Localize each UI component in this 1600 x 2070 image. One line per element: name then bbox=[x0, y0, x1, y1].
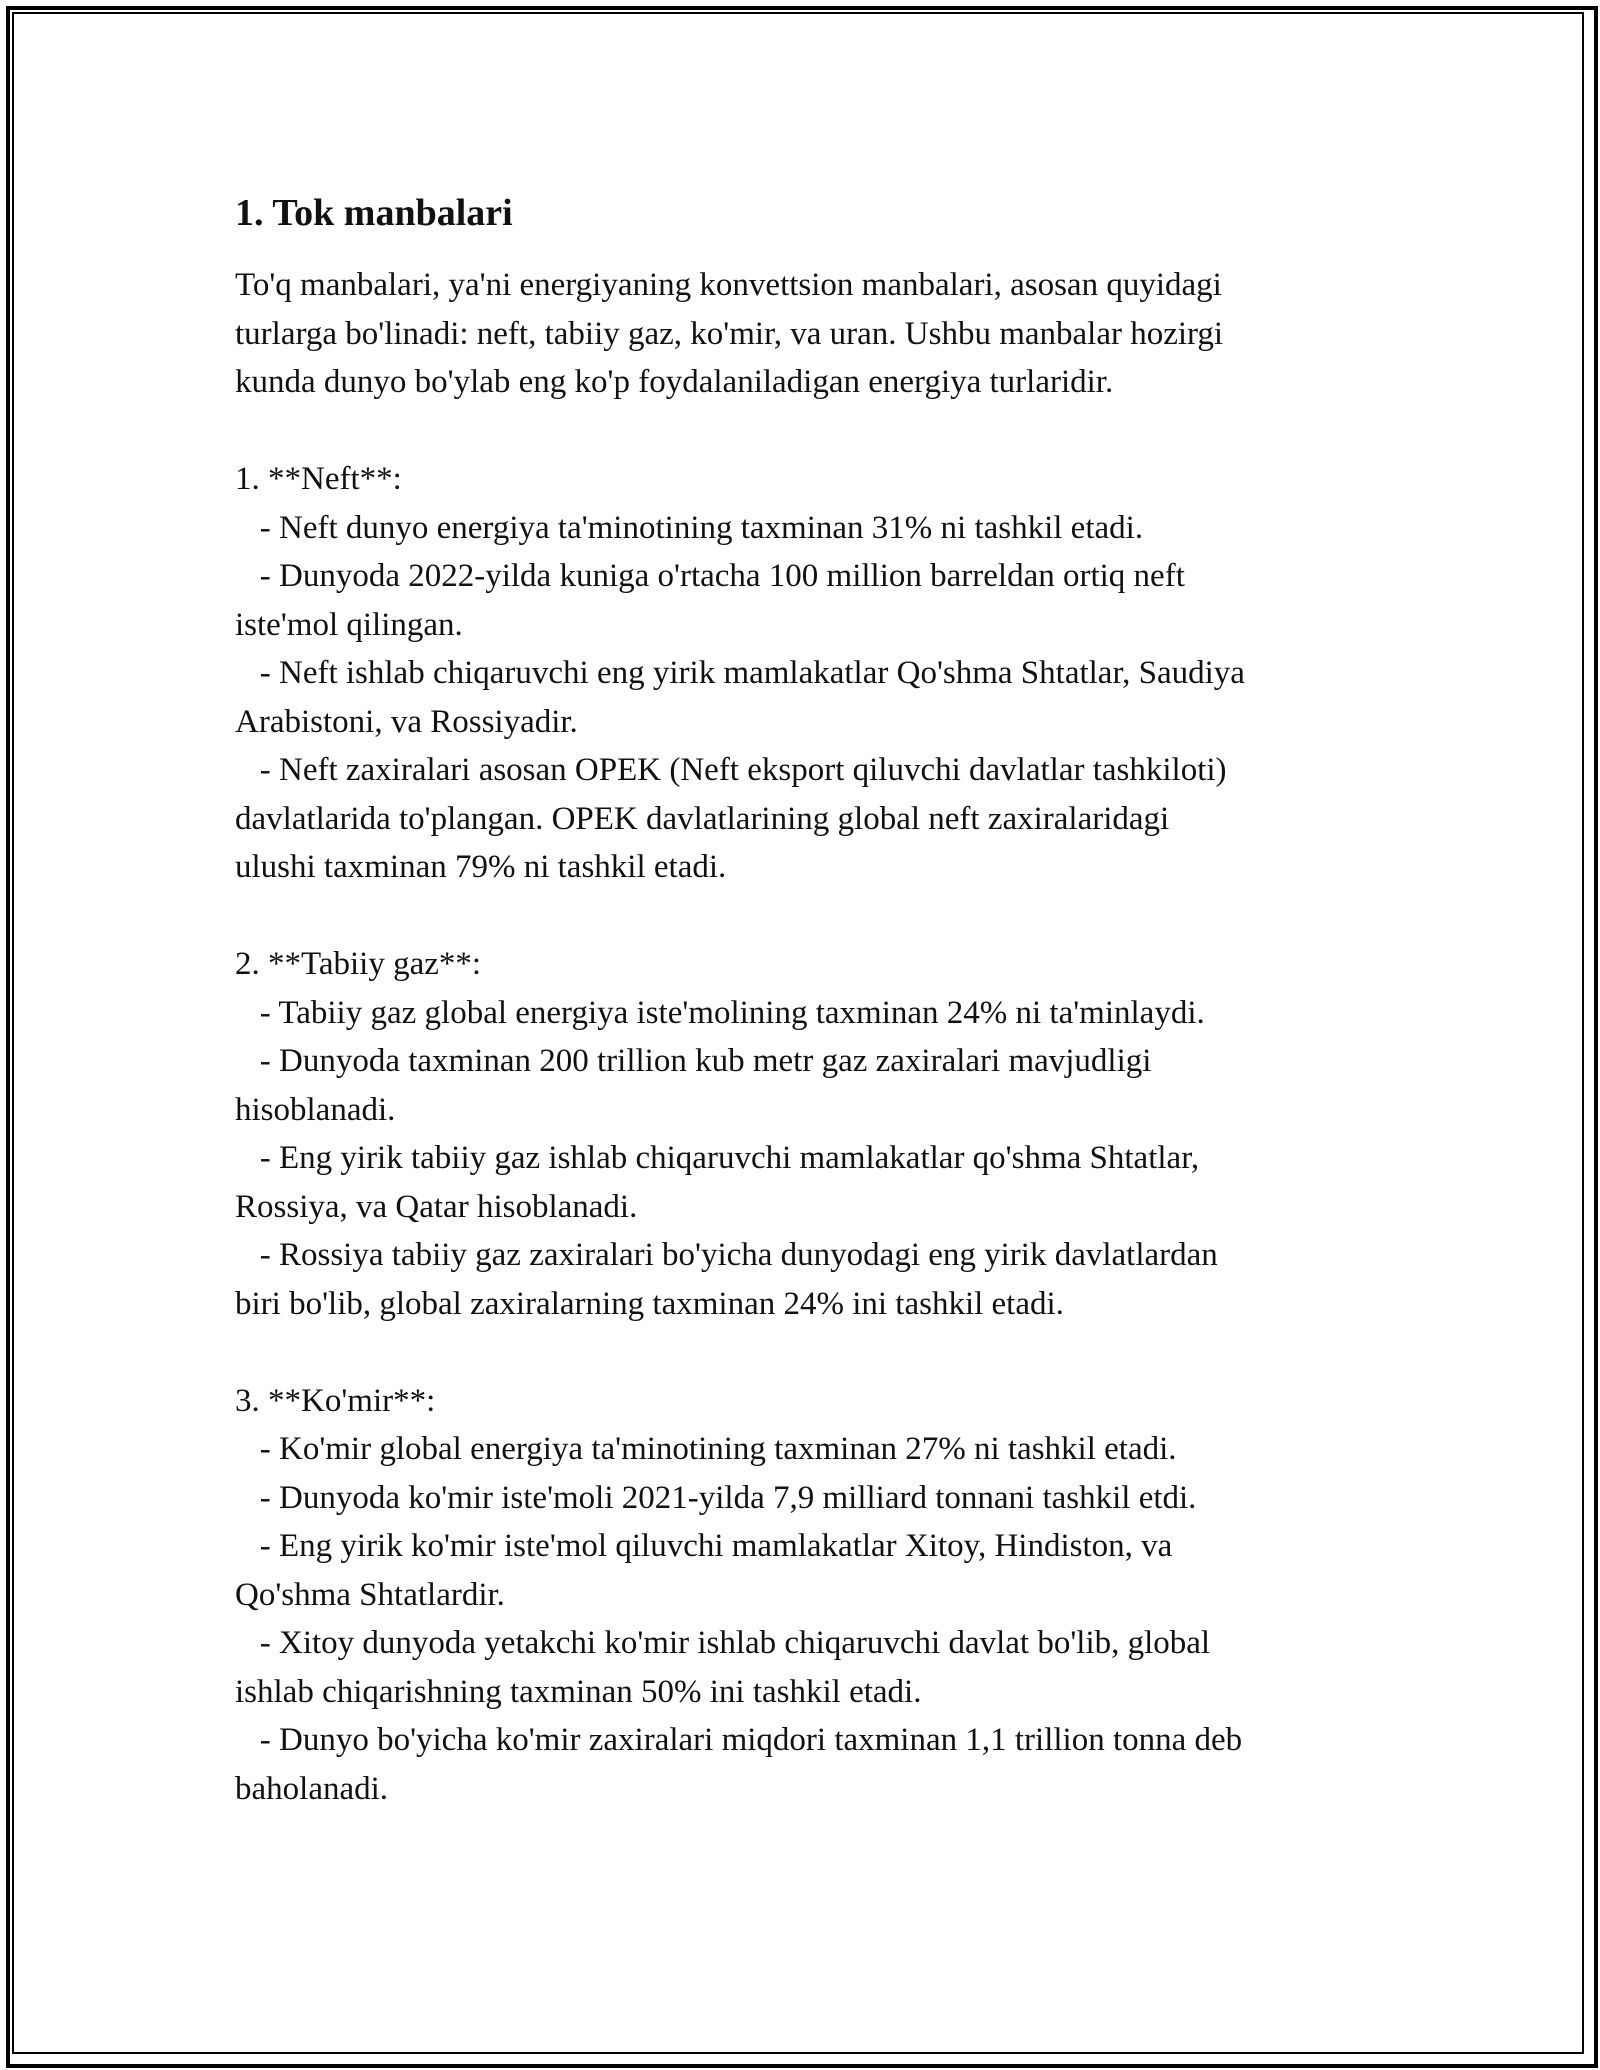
list-item: - Ko'mir global energiya ta'minotining taxminan 27% ni tashkil etadi. bbox=[235, 1431, 1177, 1467]
list-item: - Eng yirik ko'mir iste'mol qiluvchi mamlakatlar Xitoy, Hindiston, va Qo'shma Shtatlardir. bbox=[235, 1528, 1173, 1613]
list-item: - Dunyo bo'yicha ko'mir zaxiralari miqdori taxminan 1,1 trillion tonna deb baholanadi. bbox=[235, 1722, 1243, 1807]
list-item: - Xitoy dunyoda yetakchi ko'mir ishlab chiqaruvchi davlat bo'lib, global ishlab chiqarishning taxminan 50% ini tashkil etadi. bbox=[235, 1625, 1211, 1710]
list-item: - Tabiiy gaz global energiya iste'molining taxminan 24% ni ta'minlaydi. bbox=[235, 994, 1205, 1031]
spacer bbox=[235, 892, 1375, 941]
list-item: - Neft ishlab chiqaruvchi eng yirik mamlakatlar Qo'shma Shtatlar, Saudiya Arabistoni, va Rossiyadir. bbox=[235, 655, 1245, 740]
list-item: - Dunyoda 2022-yilda kuniga o'rtacha 100 million barreldan ortiq neft iste'mol qilingan. bbox=[235, 558, 1185, 643]
document-body bbox=[235, 185, 1375, 1813]
list-item: - Dunyoda taxminan 200 trillion kub metr gaz zaxiralari mavjudligi hisoblanadi. bbox=[235, 1043, 1152, 1128]
section-title: 2. **Tabiiy gaz**: bbox=[235, 946, 482, 982]
list-item: - Eng yirik tabiiy gaz ishlab chiqaruvchi mamlakatlar qo'shma Shtatlar, Rossiya, va Qatar hisoblanadi. bbox=[235, 1140, 1200, 1225]
spacer bbox=[235, 407, 1375, 456]
list-item: - Dunyoda ko'mir iste'moli 2021-yilda 7,9 milliard tonnani tashkil etdi. bbox=[235, 1479, 1197, 1516]
intro-paragraph: To'q manbalari, ya'ni energiyaning konvettsion manbalari, asosan quyidagi turlarga bo'linadi: neft, tabiiy gaz, ko'mir, va uran. Ushbu manbalar hozirgi kunda dunyo bo'ylab eng ko'p foydalaniladigan energiya turlaridir. bbox=[235, 267, 1224, 400]
section-title: 1. **Neft**: bbox=[235, 461, 402, 497]
section-title: 3. **Ko'mir**: bbox=[235, 1382, 436, 1419]
section-neft bbox=[235, 455, 1375, 892]
page-title: 1. Tok manbalari bbox=[235, 192, 513, 234]
section-tabiiy-gaz bbox=[235, 940, 1375, 1328]
spacer bbox=[235, 1328, 1375, 1377]
list-item: - Neft dunyo energiya ta'minotining taxminan 31% ni tashkil etadi. bbox=[235, 509, 1144, 546]
section-komir bbox=[235, 1377, 1375, 1814]
list-item: - Neft zaxiralari asosan OPEK (Neft eksport qiluvchi davlatlar tashkiloti) davlatlarida to'plangan. OPEK davlatlarining global neft zaxiralaridagi ulushi taxminan 79% ni tashkil etadi. bbox=[235, 752, 1227, 885]
list-item: - Rossiya tabiiy gaz zaxiralari bo'yicha dunyodagi eng yirik davlatlardan biri bo'lib, global zaxiralarning taxminan 24% ini tashkil etadi. bbox=[235, 1237, 1218, 1322]
